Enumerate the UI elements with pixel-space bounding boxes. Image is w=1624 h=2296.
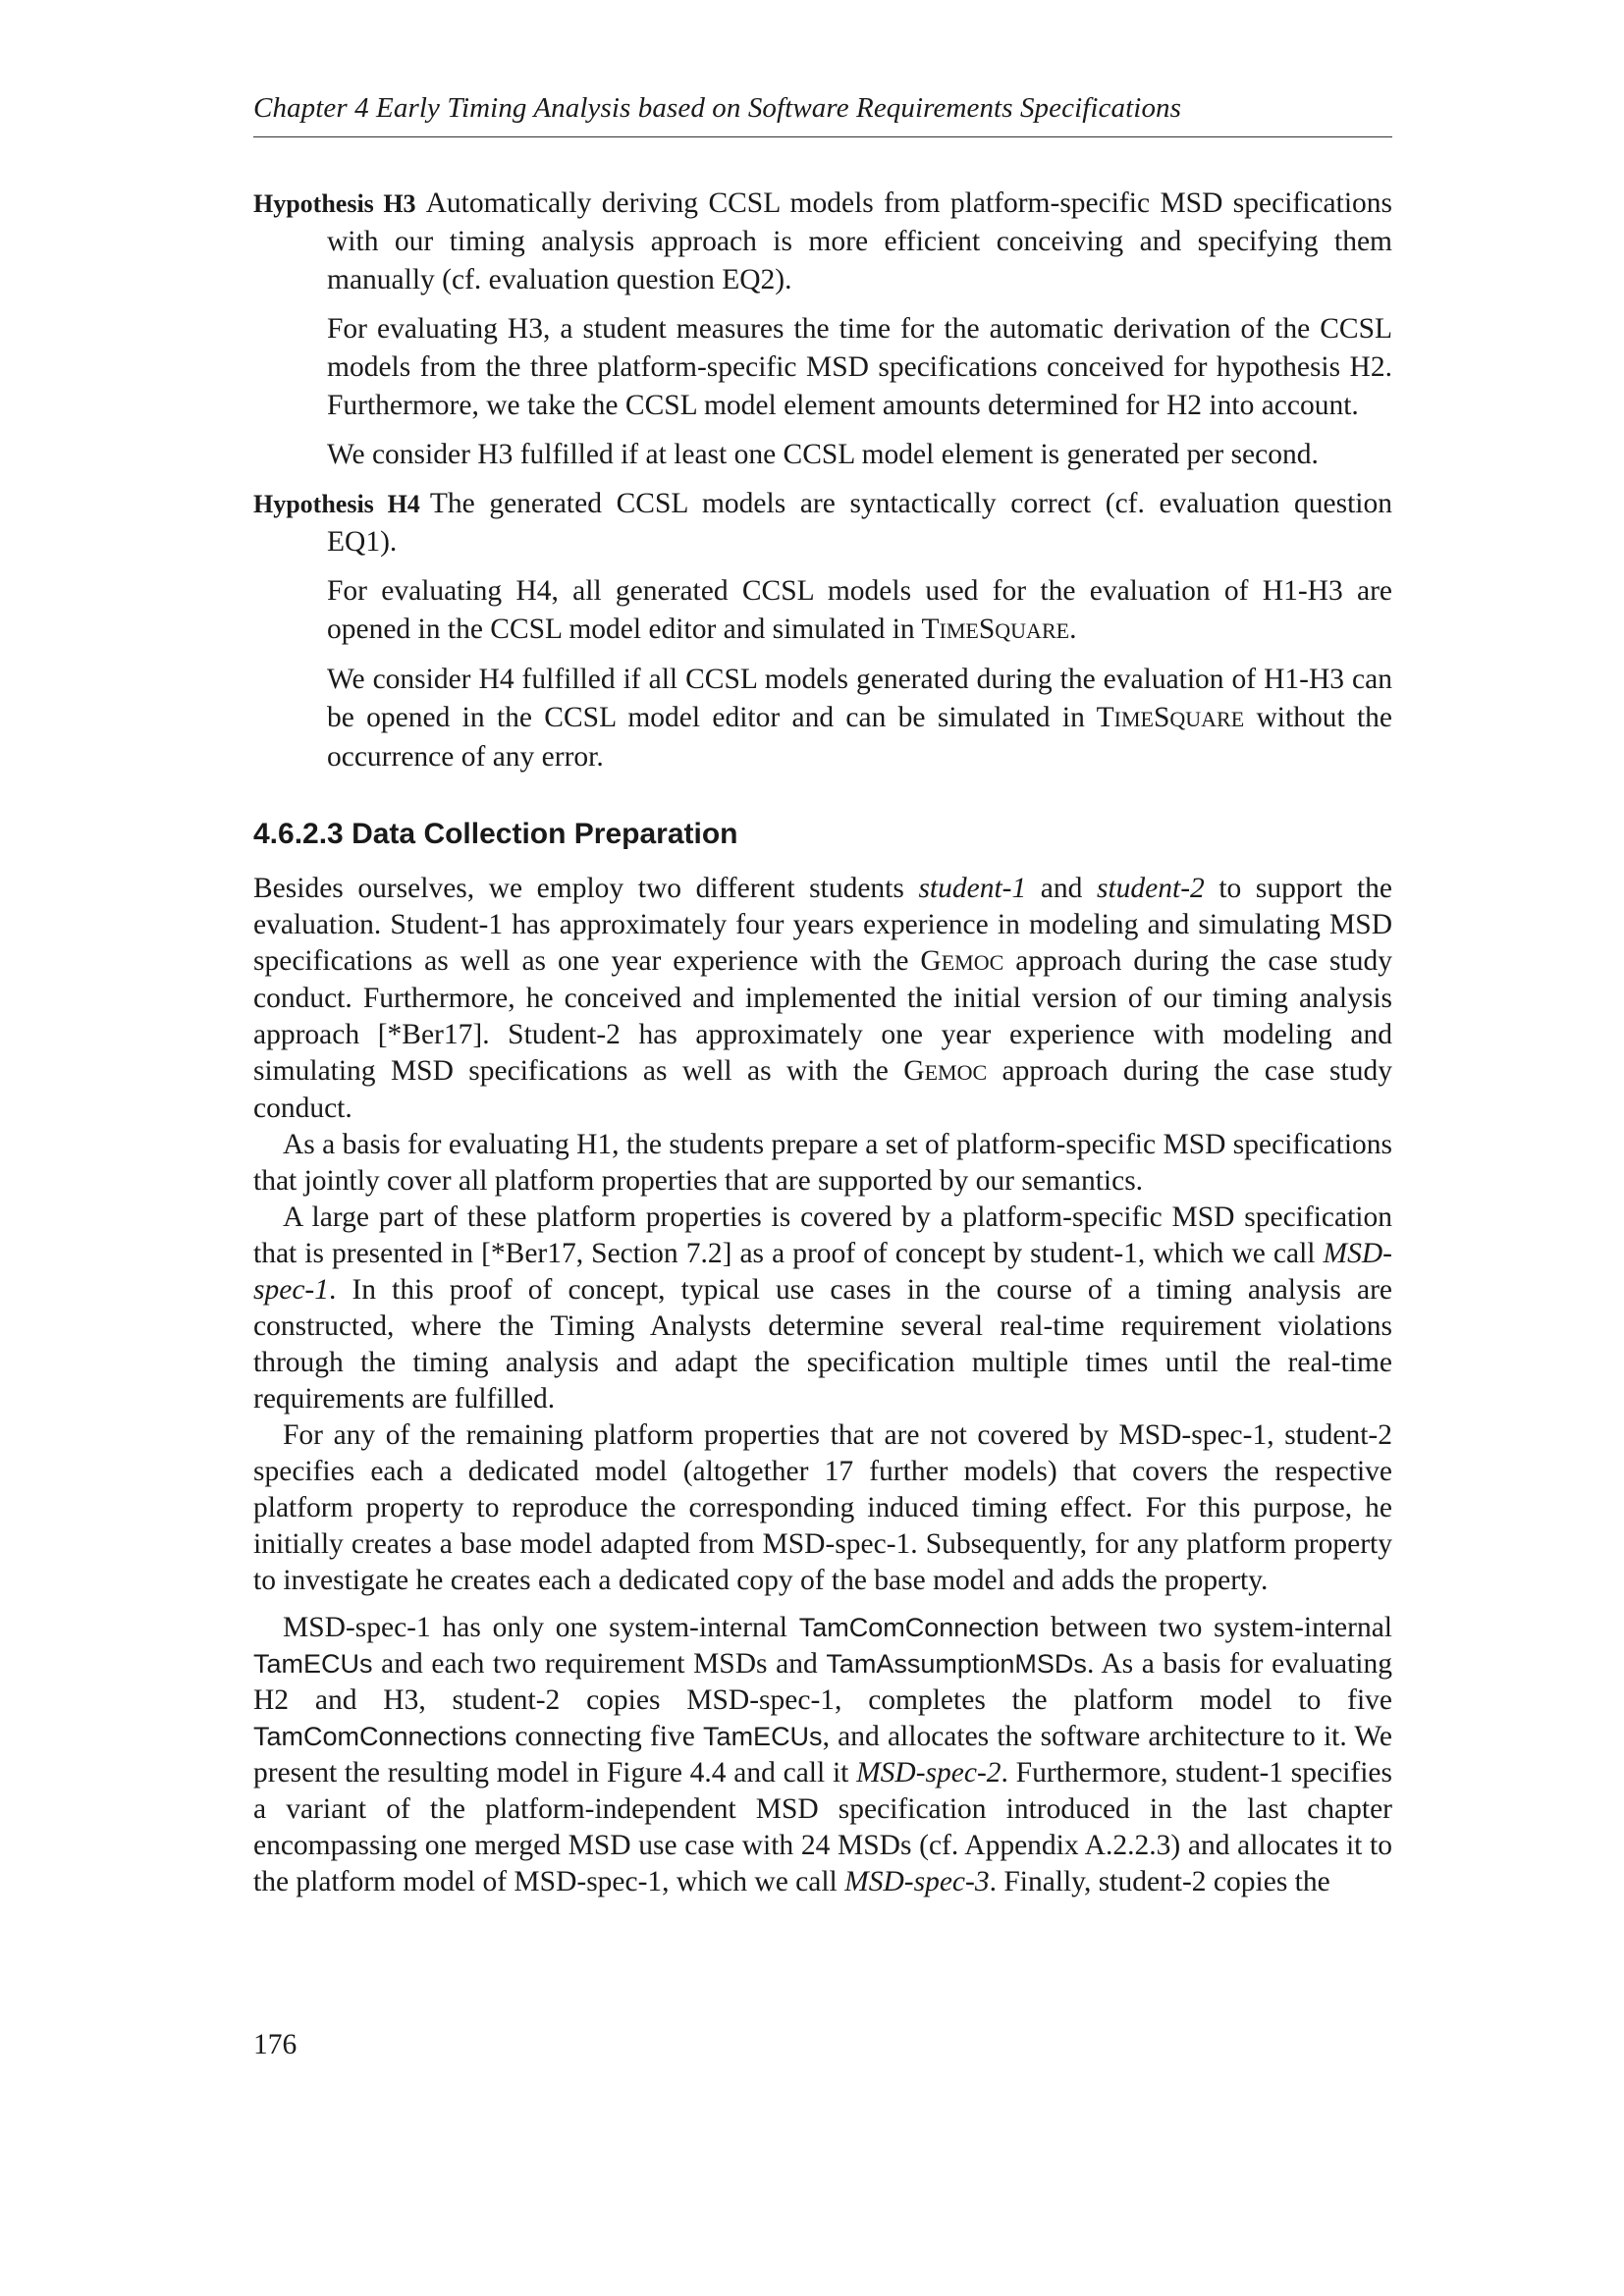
hypothesis-h4 <box>253 485 1392 776</box>
paragraph-1: Besides ourselves, we employ two different students student-1 and student-2 to support the evaluation. Student-1 has approximately four years experience in modeling and simulating MSD specifications as well as one year experience with the GEMOC approach during the case study conduct. Furthermore, he conceived and implemented the initial version of our timing analysis approach [*Ber17]. Student-2 has approximately one year experience with modeling and simulating MSD specifications as well as with the GEMOC approach during the case study conduct. <box>253 873 1392 1124</box>
paragraph-3: A large part of these platform properties is covered by a platform-specific MSD specification that is presented in [*Ber17, Section 7.2] as a proof of concept by student-1, which we call MSD-spec-1. In this proof of concept, typical use cases in the course of a timing analysis are constructed, where the Timing Analysts determine several real-time requirement violations through the timing analysis and adapt the specification multiple times until the real-time requirements are fulfilled. <box>253 1201 1392 1415</box>
page-number: 176 <box>253 2029 298 2060</box>
hypothesis-h3 <box>253 185 1392 474</box>
hypothesis-h3-label: Hypothesis H3 <box>253 189 416 218</box>
paragraph-4: For any of the remaining platform properties that are not covered by MSD-spec-1, student-2 specifies each a dedicated model (altogether 17 further models) that covers the respective platform property to reproduce the corresponding induced timing effect. For this purpose, he initially creates a base model adapted from MSD-spec-1. Subsequently, for any platform property to investigate he creates each a dedicated copy of the base model and adds the property. <box>253 1419 1392 1596</box>
hypothesis-h3-paragraph: For evaluating H3, a student measures the time for the automatic derivation of the CCSL models from the three platform-specific MSD specifications conceived for hypothesis H2. Furthermore, we take the CCSL model element amounts determined for H2 into account. <box>327 313 1392 421</box>
hypothesis-h4-label: Hypothesis H4 <box>253 490 420 518</box>
section-heading: 4.6.2.3 Data Collection Preparation <box>253 818 738 850</box>
hypothesis-h4-criterion: We consider H4 fulfilled if all CCSL models generated during the evaluation of H1-H3 can be opened in the CCSL model editor and can be simulated in TIMESQUARE without the occurrence of any error. <box>327 664 1392 773</box>
hypothesis-h3-criterion: We consider H3 fulfilled if at least one CCSL model element is generated per second. <box>327 439 1319 470</box>
hypothesis-h4-paragraph: For evaluating H4, all generated CCSL models used for the evaluation of H1-H3 are opened in the CCSL model editor and simulated in TIMESQUARE. <box>327 575 1392 645</box>
paragraph-2: As a basis for evaluating H1, the students prepare a set of platform-specific MSD specifications that jointly cover all platform properties that are supported by our semantics. <box>253 1129 1392 1197</box>
paragraph-5: MSD-spec-1 has only one system-internal TamComConnection between two system-internal TamECUs and each two requirement MSDs and TamAssumptionMSDs. As a basis for evaluating H2 and H3, student-2 copies MSD-spec-1, completes the platform model to five TamComConnections connecting five TamECUs, and allocates the software architecture to it. We present the resulting model in Figure 4.4 and call it MSD-spec-2. Furthermore, student-1 specifies a variant of the platform-independent MSD specification introduced in the last chapter encompassing one merged MSD use case with 24 MSDs (cf. Appendix A.2.2.3) and allocates it to the platform model of MSD-spec-1, which we call MSD-spec-3. Finally, student-2 copies the <box>253 1612 1392 1897</box>
page-content <box>253 185 1392 1900</box>
hypothesis-h4-statement: Hypothesis H4 The generated CCSL models are syntactically correct (cf. evaluation question EQ1). <box>253 488 1393 558</box>
running-head: Chapter 4 Early Timing Analysis based on Software Requirements Specifications <box>253 92 1392 137</box>
hypothesis-h3-statement: Hypothesis H3 Automatically deriving CCSL models from platform-specific MSD specifications with our timing analysis approach is more efficient conceiving and specifying them manually (cf. evaluation question EQ2). <box>253 187 1392 295</box>
